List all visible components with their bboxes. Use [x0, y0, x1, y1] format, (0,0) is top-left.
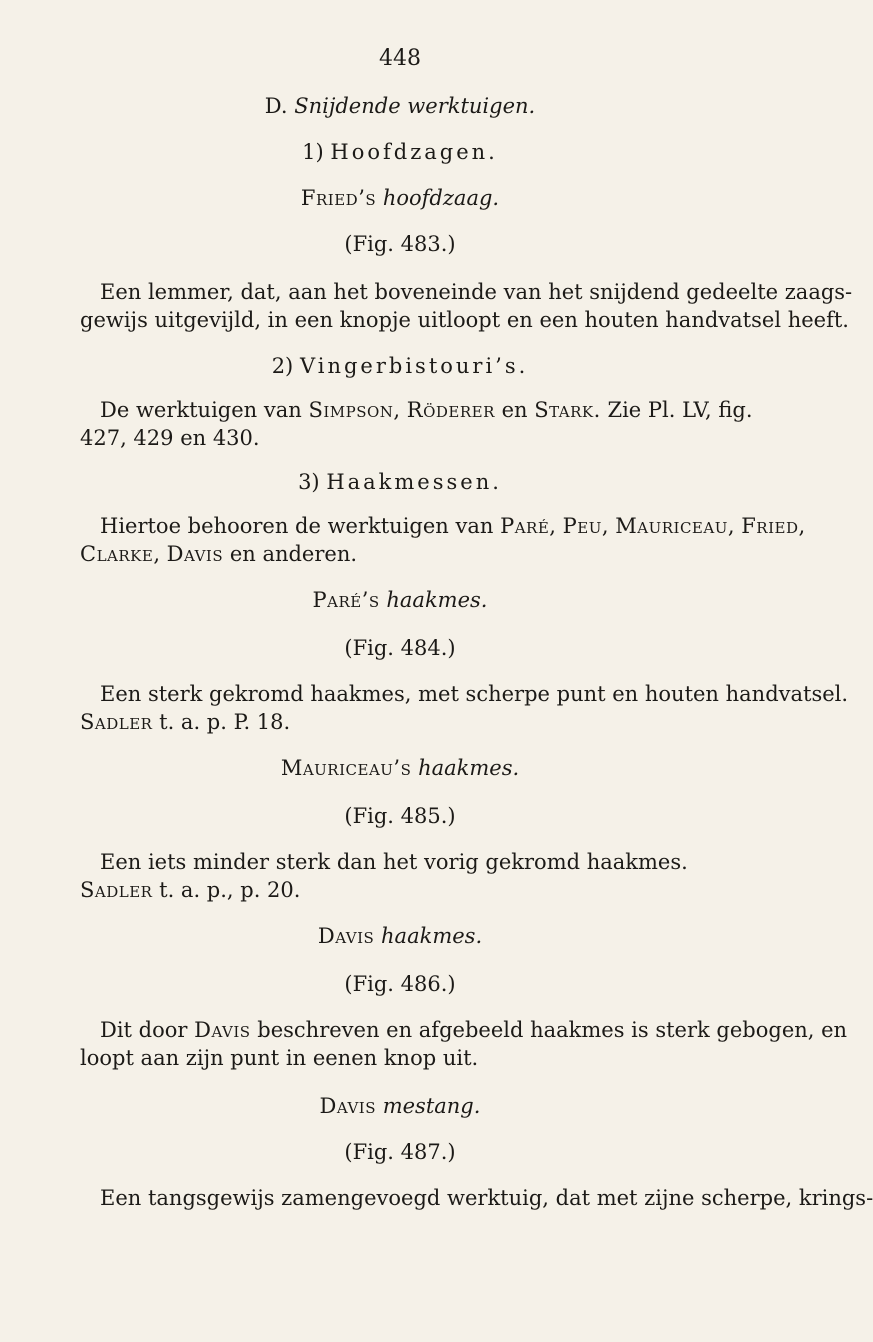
text-segment: Zie Pl. LV, fig.	[600, 398, 753, 422]
entry-heading-pare	[0, 586, 800, 614]
text-segment: Dit door	[100, 1018, 195, 1042]
author-name: Fried	[741, 514, 799, 538]
text-line	[80, 708, 760, 736]
figure-reference: (Fig. 486.)	[344, 972, 456, 996]
entry-author: Davis	[317, 924, 375, 948]
text-line: loopt aan zijn punt in eenen knop uit.	[80, 1046, 479, 1070]
section-heading	[0, 92, 800, 120]
author-name: Simpson	[308, 398, 394, 422]
subsection-title: Hoofdzagen.	[330, 140, 498, 164]
entry-title: haakmes.	[381, 924, 483, 948]
entry-title: haakmes.	[418, 756, 520, 780]
text-line	[100, 1016, 848, 1044]
text-line	[80, 540, 760, 568]
text-line	[100, 512, 806, 540]
subsection-heading-2	[0, 352, 800, 380]
text-segment: en	[494, 398, 535, 422]
text-line: gewijs uitgevijld, in een knopje uitloopt en een houten handvatsel heeft.	[80, 308, 849, 332]
subsection-number: 1)	[302, 140, 324, 164]
entry-title: haakmes.	[386, 588, 488, 612]
text-segment: ,	[549, 514, 563, 538]
subsection-heading-1	[0, 138, 800, 166]
entry-author: Paré’s	[312, 588, 380, 612]
text-line: Een tangsgewijs zamengevoegd werktuig, dat met zijne scherpe, krings-	[100, 1186, 873, 1210]
subsection-title: Vingerbistouri’s.	[299, 354, 529, 378]
entry-heading-davis-mestang	[0, 1092, 800, 1120]
author-name: Mauriceau	[615, 514, 728, 538]
text-line: Een sterk gekromd haakmes, met scherpe punt en houten handvatsel.	[100, 682, 849, 706]
subsection-title: Haakmessen.	[326, 470, 502, 494]
entry-heading-fried	[0, 184, 800, 212]
section-label: D.	[264, 94, 288, 118]
subsection-number: 3)	[298, 470, 320, 494]
text-segment: ,	[727, 514, 742, 538]
text-line: Een lemmer, dat, aan het boveneinde van het snijdend gedeelte zaags-	[100, 280, 853, 304]
figure-reference: (Fig. 487.)	[344, 1140, 456, 1164]
entry-author: Mauriceau’s	[280, 756, 412, 780]
text-line	[80, 876, 760, 904]
subsection-number: 2)	[271, 354, 294, 378]
section-title: Snijdende werktuigen.	[294, 94, 536, 118]
text-line: Een iets minder sterk dan het vorig gekromd haakmes.	[100, 850, 688, 874]
entry-heading-davis-haakmes	[0, 922, 800, 950]
text-segment: ,	[153, 542, 167, 566]
author-name: Stark.	[534, 398, 601, 422]
text-segment: ,	[601, 514, 616, 538]
entry-title: mestang.	[382, 1094, 481, 1118]
text-segment: ,	[798, 514, 806, 538]
author-name: Davis	[166, 542, 224, 566]
author-name: Sadler	[80, 878, 153, 902]
author-name: Röderer	[406, 398, 495, 422]
subsection-heading-3	[0, 468, 800, 496]
author-name: Paré	[500, 514, 550, 538]
figure-reference: (Fig. 483.)	[344, 232, 456, 256]
figure-reference: (Fig. 484.)	[344, 636, 456, 660]
entry-title: hoofdzaag.	[382, 186, 500, 210]
text-segment: en anderen.	[223, 542, 358, 566]
figure-reference: (Fig. 485.)	[344, 804, 456, 828]
author-name: Peu	[562, 514, 602, 538]
text-line: 427, 429 en 430.	[80, 426, 260, 450]
text-segment: Hiertoe behooren de werktuigen van	[100, 514, 501, 538]
page-number: 448	[379, 46, 421, 71]
text-segment: ,	[393, 398, 407, 422]
author-name: Clarke	[80, 542, 154, 566]
text-segment: t. a. p. P. 18.	[152, 710, 291, 734]
author-name: Sadler	[80, 710, 153, 734]
author-name: Davis	[194, 1018, 251, 1042]
text-segment: De werktuigen van	[100, 398, 309, 422]
entry-author: Fried’s	[300, 186, 377, 210]
text-segment: t. a. p., p. 20.	[152, 878, 301, 902]
text-line	[100, 396, 760, 424]
entry-heading-mauriceau	[0, 754, 800, 782]
entry-author: Davis	[319, 1094, 377, 1118]
text-segment: beschreven en afgebeeld haakmes is sterk gebogen, en	[250, 1018, 848, 1042]
